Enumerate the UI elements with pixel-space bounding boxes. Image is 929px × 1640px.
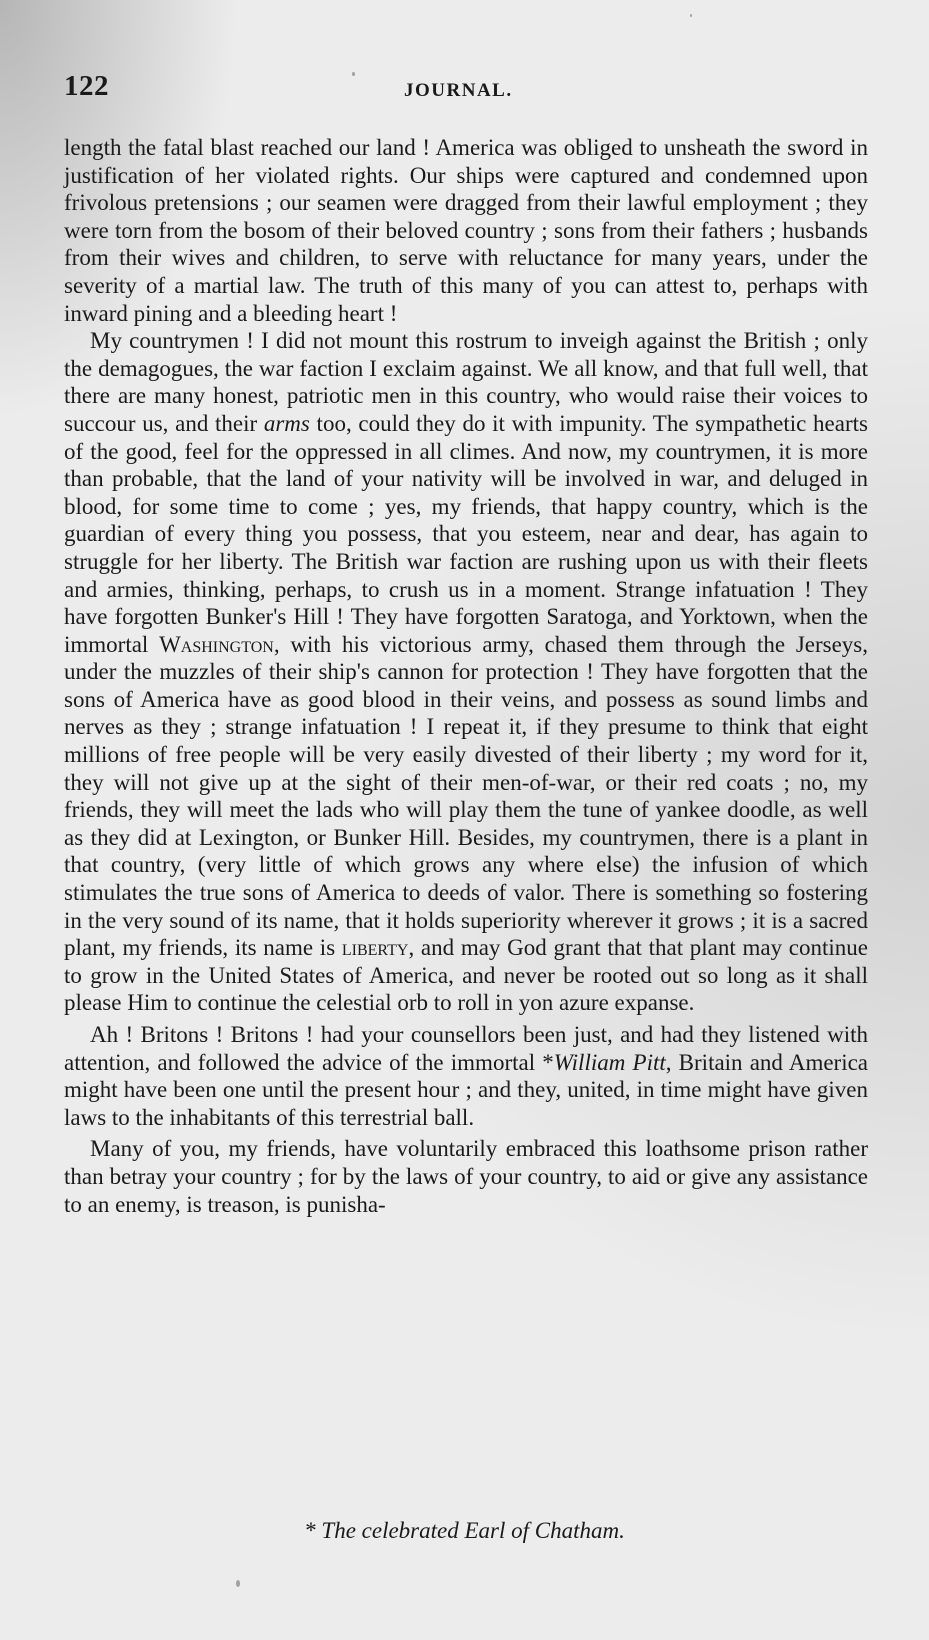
paper-speck: [690, 14, 692, 17]
text-run: length the fatal blast reached our land ! America was obliged to unsheath the sword in justification of her violated rights. Our ships were captured and condemned upon frivolous pretensions ; our seamen were dragged from their lawful employment ; they were torn from the bosom of their beloved country ; sons from their fathers ; husbands from their wives and children, to serve with reluctance for many years, under the severity of a martial law. The truth of this many of you can attest to, perhaps with inward pining and a bleeding heart !: [64, 135, 868, 326]
paragraph: [64, 327, 868, 1017]
italic-text: William Pitt: [553, 1049, 666, 1075]
italic-text: arms: [263, 410, 310, 436]
text-run: Many of you, my friends, have voluntarily embraced this loathsome prison rather than betray your country ; for by the laws of your country, to aid or give any assistance to an enemy, is treason, is punisha-: [64, 1136, 868, 1217]
text-run: , and may God grant that that plant may continue to grow in the United States of America, and never be rooted out so long as it shall please Him to continue the celestial orb to roll in yon azure expanse.: [64, 935, 868, 1016]
text-run: My countrymen ! I did not mount this rostrum to inveigh against the British ; only the demagogues, the war faction I exclaim against. We all know, and that full well, that there are many honest, patriotic men in this country, who would raise their voices to succour us, and their: [64, 328, 868, 436]
page-number: 122: [64, 70, 109, 102]
text-run: too, could they do it with impunity. The sympathetic hearts of the good, feel for the oppressed in all climes. And now, my countrymen, it is more than probable, that the land of your nativity will be involved in war, and deluged in blood, for some time to come ; yes, my friends, that happy country, which is the guardian of every thing you possess, that you esteem, near and dear, has again to struggle for her liberty. The British war faction are rushing upon us with their fleets and armies, thinking, perhaps, to crush us in a moment. Strange infatuation ! They have forgotten Bunker's Hill ! They have forgotten Saratoga, and Yorktown, when the immortal: [64, 410, 868, 657]
paragraph: [64, 134, 868, 327]
text-run: , Britain and America might have been one until the present hour ; and they, united, in time might have given laws to the inhabitants of this terrestrial ball.: [64, 1049, 869, 1130]
footnote: * The celebrated Earl of Chatham.: [304, 1518, 625, 1543]
small-caps-word: liberty: [341, 935, 409, 961]
small-caps-name: Washington: [159, 631, 274, 657]
running-title: JOURNAL.: [404, 80, 513, 101]
text-run: , with his victorious army, chased them through the Jerseys, under the muzzles of their ship's cannon for protection ! They have forgotten that the sons of America have as good blood in their veins, and possess as sound limbs and nerves as they ; strange infatuation ! I repeat it, if they presume to think that eight millions of free people will be very easily divested of their liberty ; my word for it, they will not give up at the sight of their men-of-war, or their red coats ; no, my friends, they will meet the lads who will play them the tune of yankee doodle, as well as they did at Lexington, or Bunker Hill. Besides, my countrymen, there is a plant in that country, (very little of which grows any where else) the infusion of which stimulates the true sons of America to deeds of valor. There is something so fostering in the very sound of its name, that it holds superiority wherever it grows ; it is a sacred plant, my friends, its name is: [64, 631, 868, 961]
body-text: [64, 134, 868, 1218]
running-head: [64, 62, 865, 106]
paragraph: [64, 1135, 868, 1218]
paragraph: [64, 1021, 868, 1131]
paper-speck: [352, 72, 355, 76]
paper-speck: [236, 1580, 240, 1587]
text-run: Ah ! Britons ! Britons ! had your counsellors been just, and had they listened with attention, and followed the advice of the immortal *: [64, 1022, 868, 1075]
